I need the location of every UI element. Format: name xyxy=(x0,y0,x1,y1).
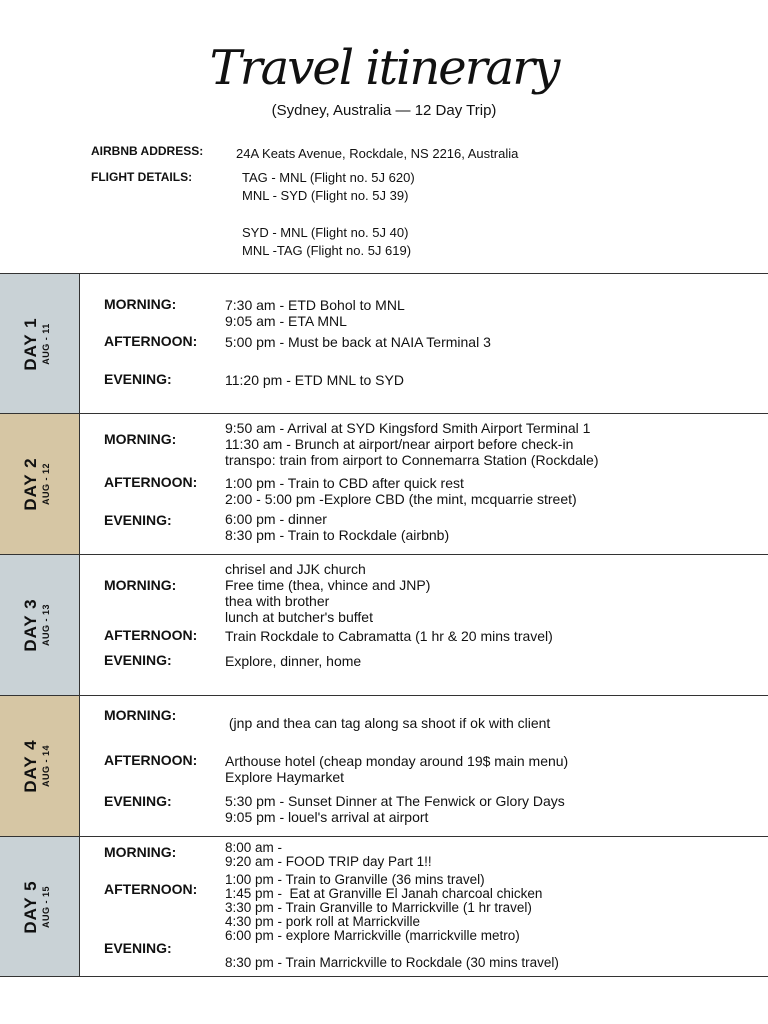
slot-lines xyxy=(225,715,550,731)
flight-details-label: FLIGHT DETAILS: xyxy=(91,170,193,184)
slot-lines xyxy=(225,793,565,825)
slot-label-afternoon: AFTERNOON: xyxy=(104,474,198,490)
itinerary-line: 9:20 am - FOOD TRIP day Part 1!! xyxy=(225,854,432,869)
day-label: DAY 5 xyxy=(21,880,40,934)
itinerary-line: lunch at butcher's buffet xyxy=(225,609,373,625)
itinerary-line: Arthouse hotel (cheap monday around 19$ main menu) xyxy=(225,753,569,769)
table-divider xyxy=(0,554,768,555)
itinerary-line: Explore Haymarket xyxy=(225,769,345,785)
day-label: DAY 3 xyxy=(21,598,40,652)
table-divider xyxy=(0,273,768,274)
itinerary-line: Explore, dinner, home xyxy=(225,653,362,669)
slot-label-afternoon: AFTERNOON: xyxy=(104,752,198,768)
slot-label-evening: EVENING: xyxy=(104,652,172,668)
slot-label-morning: MORNING: xyxy=(104,431,177,447)
slot-lines xyxy=(225,956,559,970)
itinerary-line: 1:00 pm - Train to CBD after quick rest xyxy=(225,475,464,491)
itinerary-line: 8:30 pm - Train to Rockdale (airbnb) xyxy=(225,527,450,543)
day-date: AUG - 14 xyxy=(41,745,51,788)
slot-label-afternoon: AFTERNOON: xyxy=(104,627,198,643)
slot-lines xyxy=(225,475,577,507)
itinerary-line: 1:00 pm - Train to Granville (36 mins travel) xyxy=(225,872,485,887)
itinerary-line: 8:00 am - xyxy=(225,840,283,855)
flight-detail: SYD - MNL (Flight no. 5J 40) xyxy=(242,225,409,240)
itinerary-line: 8:30 pm - Train Marrickville to Rockdale (30 mins travel) xyxy=(225,955,559,970)
day-label: DAY 1 xyxy=(21,317,40,371)
slot-label-morning: MORNING: xyxy=(104,707,177,723)
page-subtitle: (Sydney, Australia — 12 Day Trip) xyxy=(271,102,497,119)
slot-lines xyxy=(225,420,599,468)
day-band-3 xyxy=(0,555,79,695)
slot-lines xyxy=(225,511,449,543)
itinerary-line: Free time (thea, vhince and JNP) xyxy=(225,577,431,593)
slot-label-morning: MORNING: xyxy=(104,844,177,860)
itinerary-line: 5:00 pm - Must be back at NAIA Terminal 3 xyxy=(225,334,491,350)
day-label: DAY 4 xyxy=(21,739,40,793)
slot-lines xyxy=(225,628,553,644)
itinerary-line: 11:30 am - Brunch at airport/near airport before check-in xyxy=(225,436,574,452)
flight-detail: TAG - MNL (Flight no. 5J 620) xyxy=(242,170,415,185)
slot-label-afternoon: AFTERNOON: xyxy=(104,881,198,897)
day-date: AUG - 12 xyxy=(41,463,51,506)
slot-lines xyxy=(225,561,430,625)
flight-detail: MNL -TAG (Flight no. 5J 619) xyxy=(242,243,412,258)
slot-label-morning: MORNING: xyxy=(104,577,177,593)
day-date: AUG - 11 xyxy=(41,323,51,365)
day-band-4 xyxy=(0,696,79,836)
itinerary-line: 2:00 - 5:00 pm -Explore CBD (the mint, mcquarrie street) xyxy=(225,491,577,507)
itinerary-line: transpo: train from airport to Connemarra Station (Rockdale) xyxy=(225,452,599,468)
itinerary-line: thea with brother xyxy=(225,593,330,609)
itinerary-line: (jnp and thea can tag along sa shoot if ok with client xyxy=(225,715,551,731)
itinerary-line: 9:50 am - Arrival at SYD Kingsford Smith Airport Terminal 1 xyxy=(225,420,591,436)
table-divider xyxy=(0,836,768,837)
slot-label-morning: MORNING: xyxy=(104,296,177,312)
day-band-5 xyxy=(0,837,79,976)
slot-lines xyxy=(225,334,491,350)
airbnb-address-value: 24A Keats Avenue, Rockdale, NS 2216, Australia xyxy=(236,146,519,161)
itinerary-line: 9:05 pm - louel's arrival at airport xyxy=(225,809,429,825)
itinerary-line: Train Rockdale to Cabramatta (1 hr & 20 mins travel) xyxy=(225,628,553,644)
day-band-2 xyxy=(0,414,79,554)
itinerary-line: 1:45 pm - Eat at Granville El Janah charcoal chicken xyxy=(225,886,543,901)
itinerary-line: chrisel and JJK church xyxy=(225,561,366,577)
column-divider xyxy=(79,273,80,976)
itinerary-line: 9:05 am - ETA MNL xyxy=(225,313,347,329)
slot-lines xyxy=(225,297,405,329)
itinerary-line: 7:30 am - ETD Bohol to MNL xyxy=(225,297,405,313)
itinerary-line: 5:30 pm - Sunset Dinner at The Fenwick or Glory Days xyxy=(225,793,565,809)
itinerary-line: 6:00 pm - dinner xyxy=(225,511,327,527)
day-label: DAY 2 xyxy=(21,457,40,511)
table-divider xyxy=(0,413,768,414)
airbnb-address-label: AIRBNB ADDRESS: xyxy=(91,144,204,158)
slot-label-evening: EVENING: xyxy=(104,371,172,387)
day-date: AUG - 15 xyxy=(41,886,51,929)
slot-lines xyxy=(225,841,432,869)
table-divider xyxy=(0,976,768,977)
slot-label-afternoon: AFTERNOON: xyxy=(104,333,198,349)
page-title: Travel itinerary xyxy=(209,40,559,96)
day-band-1 xyxy=(0,274,79,413)
itinerary-line: 6:00 pm - explore Marrickville (marrickville metro) xyxy=(225,928,520,943)
slot-lines xyxy=(225,753,568,785)
slot-lines xyxy=(225,653,361,669)
slot-label-evening: EVENING: xyxy=(104,793,172,809)
slot-lines xyxy=(225,873,542,943)
flight-detail: MNL - SYD (Flight no. 5J 39) xyxy=(242,188,409,203)
itinerary-line: 4:30 pm - pork roll at Marrickville xyxy=(225,914,421,929)
table-divider xyxy=(0,695,768,696)
slot-label-evening: EVENING: xyxy=(104,512,172,528)
itinerary-line: 11:20 pm - ETD MNL to SYD xyxy=(225,372,404,388)
itinerary-line: 3:30 pm - Train Granville to Marrickville (1 hr travel) xyxy=(225,900,532,915)
slot-lines xyxy=(225,372,404,388)
slot-label-evening: EVENING: xyxy=(104,940,172,956)
day-date: AUG - 13 xyxy=(41,604,51,647)
